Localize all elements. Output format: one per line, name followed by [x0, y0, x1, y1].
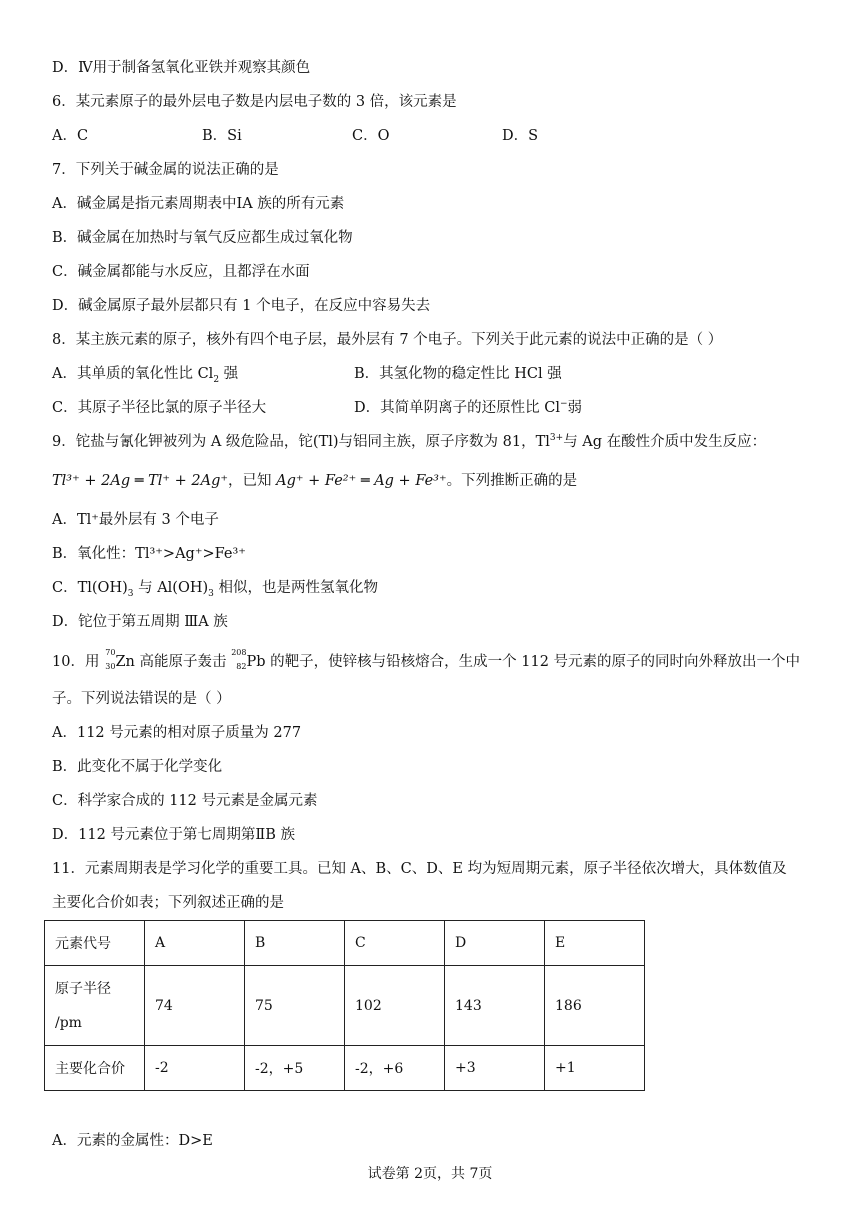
q8-option-d-text: D．其简单阴离子的还原性比 Cl	[354, 400, 560, 416]
table-cell: A	[145, 921, 245, 966]
q9-option-d: D．铊位于第五周期 ⅢA 族	[52, 614, 228, 630]
q11-stem-line2: 主要化合价如表；下列叙述正确的是	[52, 895, 284, 911]
q6-stem: 6．某元素原子的最外层电子数是内层电子数的 3 倍，该元素是	[52, 94, 457, 110]
q8-option-d-superscript: −	[559, 399, 568, 410]
q9-stem-tail: 与 Ag 在酸性介质中发生反应：	[563, 434, 767, 450]
q9-option-a: A．Tl⁺最外层有 3 个电子	[52, 512, 219, 528]
q11-option-a: A．元素的金属性：D>E	[52, 1133, 213, 1149]
table-cell	[45, 966, 145, 1046]
table-row	[45, 921, 645, 966]
q8-option-b: B．其氢化物的稳定性比 HCl 强	[354, 366, 562, 382]
q6-option-a: A．C	[52, 128, 89, 144]
zn-mass-number: 70	[105, 648, 116, 657]
q8-stem: 8．某主族元素的原子，核外有四个电子层，最外层有 7 个电子。下列关于此元素的说法中正确的是（ ）	[52, 332, 723, 348]
q9-equation-tail: 。下列推断正确的是	[446, 473, 578, 489]
q7-option-b: B．碱金属在加热时与氧气反应都生成过氧化物	[52, 230, 353, 246]
element-data-table	[44, 920, 645, 1091]
q10-stem-prefix: 10．用	[52, 654, 100, 670]
table-cell: 75	[245, 966, 345, 1046]
q9-stem	[52, 432, 766, 452]
table-row	[45, 1046, 645, 1091]
q9-stem-text: 9．铊盐与氰化钾被列为 A 级危险品，铊(Tl)与铝同主族，原子序数为 81，Tl	[52, 434, 550, 450]
table-cell: 186	[545, 966, 645, 1046]
q6-option-c: C．O	[352, 128, 390, 144]
q10-stem-line2: 子。下列说法错误的是（ ）	[52, 691, 231, 707]
table-cell: B	[245, 921, 345, 966]
q10-option-a: A．112 号元素的相对原子质量为 277	[52, 725, 302, 741]
q10-option-c: C．科学家合成的 112 号元素是金属元素	[52, 793, 318, 809]
q7-stem: 7．下列关于碱金属的说法正确的是	[52, 162, 279, 178]
table-cell: 102	[345, 966, 445, 1046]
pb-nuclide	[226, 648, 247, 672]
table-row	[45, 966, 645, 1046]
q8-option-c: C．其原子半径比氯的原子半径大	[52, 400, 267, 416]
q9-option-c-subscript-1: 3	[127, 588, 134, 599]
q9-option-c-mid: 与 Al(OH)	[133, 580, 209, 596]
q9-stem-superscript: 3+	[549, 433, 564, 444]
q8-option-a-text: A．其单质的氧化性比 Cl	[52, 366, 214, 382]
q6-option-d: D．S	[502, 128, 539, 144]
q8-option-a-tail: 强	[219, 366, 239, 382]
q7-option-a: A．碱金属是指元素周期表中ⅠA 族的所有元素	[52, 196, 345, 212]
table-cell: C	[345, 921, 445, 966]
q9-equation-line	[52, 471, 577, 491]
q10-stem-line1	[52, 648, 801, 672]
table-cell: 143	[445, 966, 545, 1046]
table-cell: +1	[545, 1046, 645, 1091]
q9-option-b: B．氧化性：Tl³⁺>Ag⁺>Fe³⁺	[52, 546, 246, 562]
zn-symbol: Zn	[115, 654, 135, 670]
q9-equation-2: Ag⁺ + Fe²⁺ ═ Ag + Fe³⁺	[276, 473, 447, 489]
zn-atomic-number: 30	[105, 662, 116, 671]
pb-atomic-number: 82	[236, 662, 247, 671]
radius-label-line1: 原子半径	[55, 980, 111, 997]
q6-option-b: B．Si	[202, 128, 242, 144]
table-cell: -2	[145, 1046, 245, 1091]
q9-option-c	[52, 578, 378, 598]
q8-option-d-tail: 弱	[567, 400, 583, 416]
q8-option-a	[52, 364, 238, 384]
q9-option-c-subscript-2: 3	[208, 588, 214, 599]
q10-option-b: B．此变化不属于化学变化	[52, 759, 223, 775]
table-cell: E	[545, 921, 645, 966]
q10-stem-tail: 的靶子，使锌核与铅核熔合，生成一个 112 号元素的原子的同时向外释放出一个中	[265, 654, 801, 670]
table-cell: 74	[145, 966, 245, 1046]
q8-option-a-subscript: 2	[213, 374, 220, 385]
pb-symbol: Pb	[246, 654, 266, 670]
page-footer: 试卷第 2页，共 7页	[367, 1166, 493, 1182]
q8-option-d	[354, 398, 582, 418]
q5-option-d: D．Ⅳ用于制备氢氧化亚铁并观察其颜色	[52, 60, 311, 76]
table-cell: 元素代号	[45, 921, 145, 966]
q9-option-c-tail: 相似，也是两性氢氧化物	[213, 580, 379, 596]
zn-nuclide	[99, 648, 116, 672]
table-cell: D	[445, 921, 545, 966]
q7-option-c: C．碱金属都能与水反应，且都浮在水面	[52, 264, 310, 280]
q11-stem-line1: 11．元素周期表是学习化学的重要工具。已知 A、B、C、D、E 均为短周期元素，原子半径依次增大，具体数值及	[52, 861, 787, 877]
table-cell: -2，+5	[245, 1046, 345, 1091]
table-cell: -2，+6	[345, 1046, 445, 1091]
pb-mass-number: 208	[231, 648, 247, 657]
q9-option-c-text: C．Tl(OH)	[52, 580, 128, 596]
q9-known-text: ，已知	[228, 473, 277, 489]
table-cell: 主要化合价	[45, 1046, 145, 1091]
table-cell: +3	[445, 1046, 545, 1091]
q10-stem-mid: 高能原子轰击	[134, 654, 227, 670]
q7-option-d: D．碱金属原子最外层都只有 1 个电子，在反应中容易失去	[52, 298, 431, 314]
q9-equation-1: Tl³⁺ + 2Ag ═ Tl⁺ + 2Ag⁺	[52, 473, 229, 489]
radius-label-line2: /pm	[55, 1014, 82, 1031]
q10-option-d: D．112 号元素位于第七周期第ⅡB 族	[52, 827, 296, 843]
